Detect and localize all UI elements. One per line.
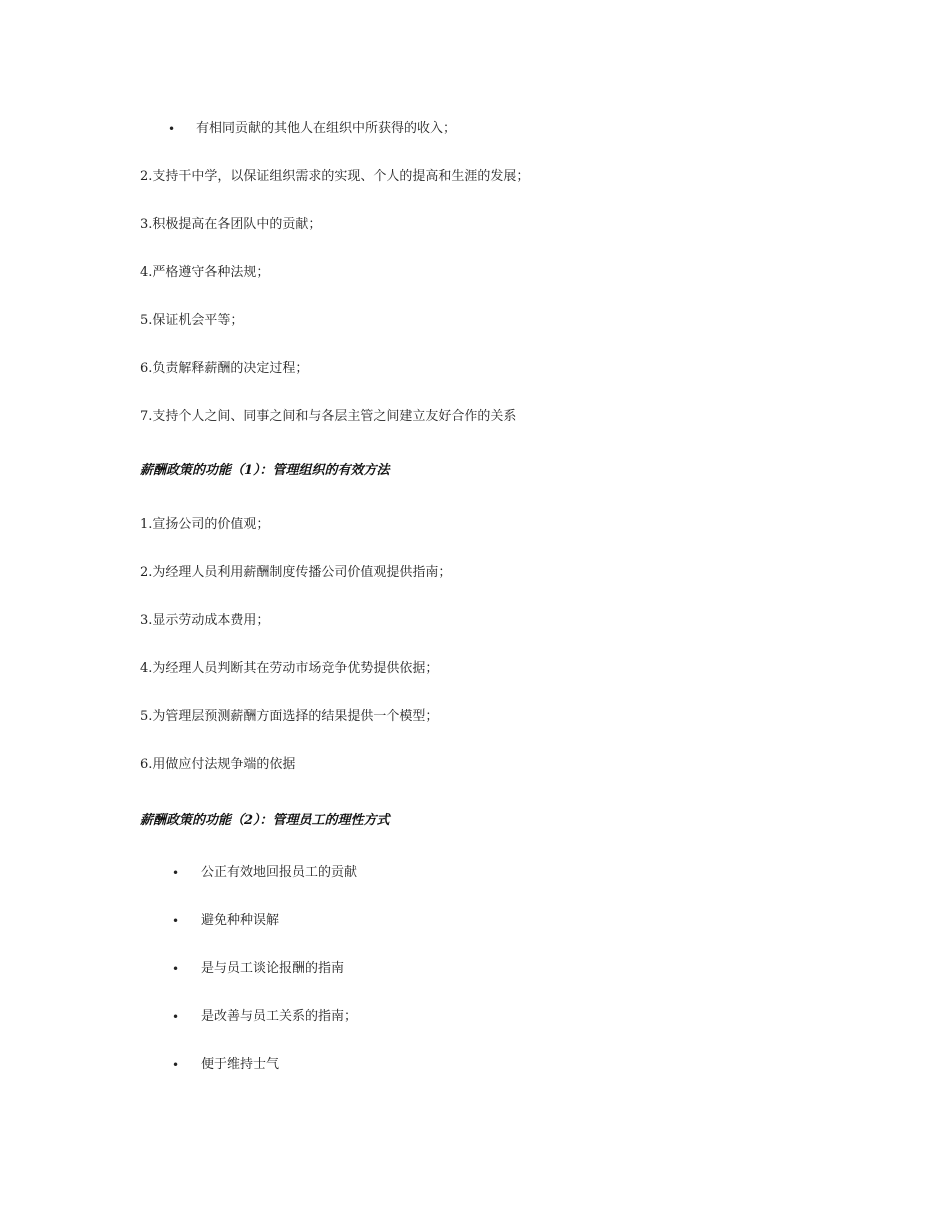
bullet-icon: • — [172, 914, 180, 928]
list-item: 2.支持干中学，以保证组织需求的实现、个人的提高和生涯的发展； — [140, 169, 530, 184]
list-item: 6.用做应付法规争端的依据 — [140, 757, 296, 772]
list-item: 5.为管理层预测薪酬方面选择的结果提供一个模型； — [140, 709, 439, 724]
list-item-text: 便于维持士气 — [201, 1057, 280, 1072]
bullet-icon: • — [172, 1010, 180, 1024]
list-item-text: 是改善与员工关系的指南； — [201, 1009, 358, 1024]
list-item: 3.积极提高在各团队中的贡献； — [140, 217, 322, 232]
section-heading: 薪酬政策的功能（2）：管理员工的理性方式 — [140, 813, 390, 828]
list-item-text: 公正有效地回报员工的贡献 — [201, 865, 358, 880]
list-item-text: 是与员工谈论报酬的指南 — [201, 961, 345, 976]
list-item: 2.为经理人员利用薪酬制度传播公司价值观提供指南； — [140, 565, 452, 580]
list-item-text: 避免种种误解 — [201, 913, 280, 928]
list-item: 4.严格遵守各种法规； — [140, 265, 270, 280]
list-item: 3.显示劳动成本费用； — [140, 613, 270, 628]
list-item: 6.负责解释薪酬的决定过程； — [140, 361, 309, 376]
list-item: 7.支持个人之间、同事之间和与各层主管之间建立友好合作的关系 — [140, 409, 517, 424]
bullet-icon: • — [168, 122, 176, 136]
section-heading: 薪酬政策的功能（1）：管理组织的有效方法 — [140, 463, 390, 478]
bullet-icon: • — [172, 1058, 180, 1072]
list-item: 4.为经理人员判断其在劳动市场竞争优势提供依据； — [140, 661, 439, 676]
list-item-text: 有相同贡献的其他人在组织中所获得的收入； — [196, 121, 457, 136]
list-item: 1.宣扬公司的价值观； — [140, 517, 270, 532]
list-item: 5.保证机会平等； — [140, 313, 244, 328]
bullet-icon: • — [172, 962, 180, 976]
bullet-icon: • — [172, 866, 180, 880]
